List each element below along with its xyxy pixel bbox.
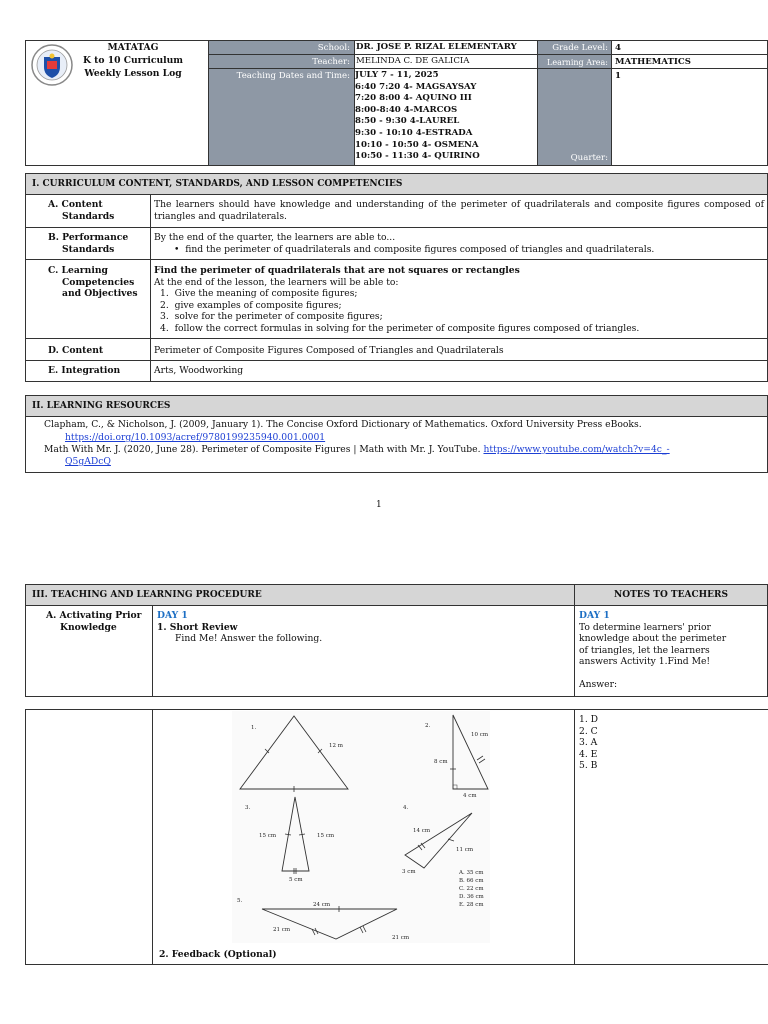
fig-number-1: 1. bbox=[251, 725, 257, 731]
dates-label: Teaching Dates and Time: bbox=[236, 71, 350, 81]
t5-left-label: 21 cm bbox=[273, 927, 291, 933]
choice-d: D. 36 cm bbox=[459, 894, 484, 900]
dates-line: 8:00-8:40 4-MARCOS bbox=[355, 104, 458, 115]
fig-number-2: 2. bbox=[425, 723, 431, 729]
dates-line: JULY 7 - 11, 2025 bbox=[355, 70, 439, 80]
triangles-figure bbox=[232, 711, 490, 943]
dates-line: 10:50 - 11:30 4- QUIRINO bbox=[355, 151, 480, 162]
performance-standards-label: B. Performance Standards bbox=[48, 232, 129, 255]
t3-right-label: 15 cm bbox=[317, 833, 335, 839]
teacher-label: Teacher: bbox=[312, 57, 350, 67]
reference-2-link[interactable]: https://www.youtube.com/watch?v=4c_- bbox=[483, 444, 670, 455]
content-text: Perimeter of Composite Figures Composed of Triangles and Quadrilaterals bbox=[154, 345, 504, 356]
t3-left-label: 15 cm bbox=[259, 833, 277, 839]
page-number: 1 bbox=[376, 500, 382, 510]
t2-base-label: 4 cm bbox=[463, 793, 477, 799]
section-heading: I. CURRICULUM CONTENT, STANDARDS, AND LESSON COMPETENCIES bbox=[26, 174, 767, 195]
t3-base-label: 5 cm bbox=[289, 877, 303, 883]
t1-side-label: 12 m bbox=[329, 743, 343, 749]
t5-right-label: 21 cm bbox=[392, 935, 410, 941]
quarter-value: 1 bbox=[615, 71, 621, 81]
section-heading: III. TEACHING AND LEARNING PROCEDURE bbox=[26, 585, 575, 606]
choice-e: E. 28 cm bbox=[459, 902, 484, 908]
notes-block: DAY 1 To determine learners' prior knowledge about the perimeter of triangles, let the learners answers Activity 1.Find Me! Answer: bbox=[579, 610, 727, 690]
content-standards-text: The learners should have knowledge and understanding of the perimeter of quadrilaterals and composite figures composed of triangles and quadrilaterals. bbox=[154, 199, 764, 222]
dates-values bbox=[355, 70, 480, 163]
fig-number-4: 4. bbox=[403, 805, 409, 811]
t4-left-label: 3 cm bbox=[402, 869, 416, 875]
reference-1: Clapham, C., & Nicholson, J. (2009, January 1). The Concise Oxford Dictionary of Mathematics. Oxford University Press eBooks. bbox=[44, 419, 642, 430]
dates-line: 8:50 - 9:30 4-LAUREL bbox=[355, 116, 460, 127]
fig-number-5: 5. bbox=[237, 898, 243, 904]
choice-c: C. 22 cm bbox=[459, 886, 484, 892]
deped-seal-icon bbox=[30, 43, 74, 87]
reference-1-link[interactable]: https://doi.org/10.1093/acref/9780199235940.001.0001 bbox=[65, 432, 326, 443]
content-label: D. Content bbox=[48, 345, 104, 356]
t4-right-label: 11 cm bbox=[456, 847, 474, 853]
area-value: MATHEMATICS bbox=[615, 57, 691, 67]
curriculum-section bbox=[25, 173, 768, 382]
grade-value: 4 bbox=[615, 43, 621, 53]
notes-heading: NOTES TO TEACHERS bbox=[575, 585, 767, 606]
dates-line: 7:20 8:00 4- AQUINO III bbox=[355, 93, 472, 104]
t4-top-label: 14 cm bbox=[413, 828, 431, 834]
dates-line: 10:10 - 10:50 4- OSMENA bbox=[355, 139, 479, 150]
header-title-line1: MATATAG bbox=[107, 42, 159, 53]
dates-line: 6:40 7:20 4- MAGSAYSAY bbox=[355, 81, 477, 92]
day1-block: DAY 1 1. Short Review Find Me! Answer the following. bbox=[157, 610, 323, 644]
school-value: DR. JOSE P. RIZAL ELEMENTARY bbox=[356, 42, 517, 52]
answer-key: 1. D 2. C 3. A 4. E 5. B bbox=[579, 714, 599, 771]
integration-label: E. Integration bbox=[48, 365, 121, 376]
t5-top-label: 24 cm bbox=[313, 902, 331, 908]
header-title-line3: Weekly Lesson Log bbox=[84, 68, 182, 79]
header-title-line2: K to 10 Curriculum bbox=[82, 55, 184, 66]
quarter-label: Quarter: bbox=[570, 153, 608, 163]
grade-label: Grade Level: bbox=[552, 43, 608, 53]
resources-section bbox=[25, 395, 768, 473]
choice-a: A. 35 cm bbox=[459, 870, 484, 876]
performance-standards-text: By the end of the quarter, the learners are able to... • find the perimeter of quadrilaterals and composite figures composed of triangles and quadrilaterals. bbox=[154, 232, 655, 255]
t2-hyp-label: 10 cm bbox=[471, 732, 489, 738]
reference-2: Math With Mr. J. (2020, June 28). Perimeter of Composite Figures | Math with Mr. J. YouTube. https://www.youtube.com/watch?v=4c_- bbox=[44, 444, 670, 455]
feedback-item: 2. Feedback (Optional) bbox=[159, 949, 277, 960]
fig-number-3: 3. bbox=[245, 805, 251, 811]
dates-line: 9:30 - 10:10 4-ESTRADA bbox=[355, 127, 473, 138]
school-label: School: bbox=[317, 43, 350, 53]
reference-2-link-cont[interactable]: Q5gADcQ bbox=[65, 456, 111, 467]
integration-text: Arts, Woodworking bbox=[154, 365, 244, 376]
competencies-text: Find the perimeter of quadrilaterals that are not squares or rectangles At the end of the lesson, the learners will be able to: 1. Give the meaning of composite figures; 2. give examples of composite figures; 3. solve for the perimeter of composite figures; 4. follow the correct formulas in solving for the perimeter of composite figures composed of triangles. bbox=[154, 265, 640, 334]
activating-knowledge-label: A. Activating Prior Knowledge bbox=[46, 610, 142, 633]
procedure-section bbox=[25, 584, 768, 697]
competencies-label: C. Learning Competencies and Objectives bbox=[48, 265, 138, 299]
choice-b: B. 66 cm bbox=[459, 878, 484, 884]
area-label: Learning Area: bbox=[547, 58, 608, 67]
content-standards-label: A. Content Standards bbox=[48, 199, 115, 222]
teacher-value: MELINDA C. DE GALICIA bbox=[356, 56, 470, 66]
section-heading: II. LEARNING RESOURCES bbox=[26, 396, 767, 417]
t2-leg-label: 8 cm bbox=[434, 759, 448, 765]
